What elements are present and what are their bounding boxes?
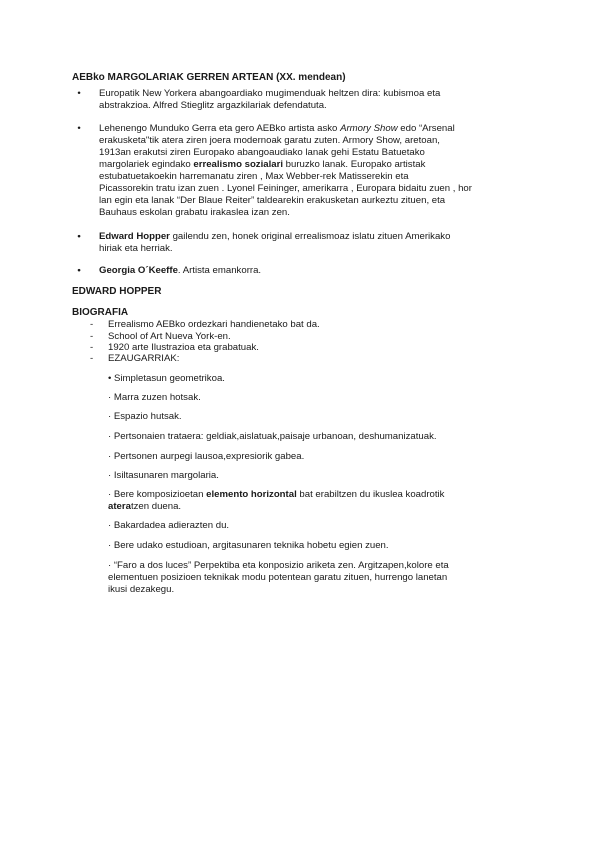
- text-span: buruzko lanak. Europako artistak: [283, 159, 426, 170]
- feature-item: · Isiltasunaren margolaria.: [108, 470, 219, 481]
- bio-item: School of Art Nueva York-en.: [108, 331, 231, 342]
- main-heading: AEBko MARGOLARIAK GERREN ARTEAN (XX. mendean): [72, 72, 346, 83]
- text-line: lan egin eta lanak “Der Blaue Reiter” taldearekin erakusketan aurkeztu zituen, eta: [99, 195, 446, 206]
- feature-item: · Espazio hutsak.: [108, 411, 182, 422]
- feature-item: · Bere udako estudioan, argitasunaren teknika hobetu egien zuen.: [108, 540, 389, 551]
- text-line: ikusi dezakegu.: [108, 584, 175, 595]
- text-span: Lehenengo Munduko Gerra eta gero AEBko artista asko: [99, 123, 341, 134]
- bold-name: Georgia O´Keeffe: [99, 265, 178, 276]
- text-line: [99, 231, 450, 243]
- intro-bullet-text: [99, 88, 440, 112]
- bold-name: Edward Hopper: [99, 231, 170, 242]
- feature-item: · Marra zuzen hotsak.: [108, 392, 201, 403]
- text-line: Bauhaus eskolan grabatu irakaslea izan zen.: [99, 207, 290, 218]
- text-line: [99, 159, 472, 171]
- feature-item: · Pertsonaien trataera: geldiak,aislatuak,paisaje urbanoan, deshumanizatuak.: [108, 431, 437, 442]
- text-line: estubatuetakoekin harremanatu ziren , Max Webber-rek Matisserekin eta: [99, 171, 409, 182]
- text-span: margolariek egindako: [99, 159, 194, 170]
- feature-item: [108, 489, 444, 513]
- bullet-marker: •: [77, 265, 81, 276]
- bullet-marker: •: [77, 88, 81, 99]
- text-line: [108, 501, 444, 513]
- text-span: bat erabiltzen du ikuslea koadrotik: [296, 489, 445, 500]
- text-line: · “Faro a dos luces” Perpektiba eta konposizio ariketa zen. Argitzapen,kolore eta: [108, 560, 449, 571]
- bio-item: EZAUGARRIAK:: [108, 353, 180, 364]
- feature-item: · Pertsonen aurpegi lausoa,expresiorik gabea.: [108, 451, 305, 462]
- bold-term: atera: [108, 501, 131, 512]
- text-line: hiriak eta herriak.: [99, 243, 173, 254]
- text-span: · Bere komposizioetan: [108, 489, 207, 500]
- text-line: Europatik New Yorkera abangoardiako mugimenduak heltzen dira: kubismoa eta: [99, 88, 441, 99]
- dash-marker: -: [90, 331, 94, 342]
- text-line: 1913an erakutsi ziren Europako abangoaudiako lanak gehi Estatu Batuetako: [99, 147, 425, 158]
- bold-term: elemento horizontal: [206, 489, 297, 500]
- bold-term: errealismo sozialari: [193, 159, 283, 170]
- section-heading-hopper: EDWARD HOPPER: [72, 286, 162, 297]
- bio-item: Errealismo AEBko ordezkari handienetako bat da.: [108, 319, 320, 330]
- bullet-marker: •: [77, 231, 81, 242]
- armory-show-emphasis: Armory Show: [340, 123, 398, 134]
- text-line: abstrakzioa. Alfred Stieglitz argazkilariak defendatuta.: [99, 100, 327, 111]
- text-line: erakusketa"tik atera ziren joera modernoak garatu zuten. Armory Show, aretoan,: [99, 135, 440, 146]
- text-line: [108, 489, 444, 501]
- hopper-bullet-text: [99, 231, 450, 255]
- armory-bullet-text: [99, 123, 472, 219]
- section-heading-biografia: BIOGRAFIA: [72, 307, 129, 318]
- bio-item: 1920 arte Ilustrazioa eta grabatuak.: [108, 342, 259, 353]
- text-span: tzen duena.: [130, 501, 182, 512]
- feature-item: • Simpletasun geometrikoa.: [108, 373, 225, 384]
- text-span: . Artista emankorra.: [177, 265, 262, 276]
- feature-item: [108, 560, 449, 596]
- dash-marker: -: [90, 342, 94, 353]
- feature-item: · Bakardadea adierazten du.: [108, 520, 230, 531]
- dash-marker: -: [90, 353, 94, 364]
- text-line: [99, 265, 261, 277]
- okeeffe-bullet-text: [99, 265, 261, 277]
- bullet-marker: •: [77, 123, 81, 134]
- text-span: edo “Arsenal: [397, 123, 455, 134]
- text-line: Picassorekin tratu izan zuen . Lyonel Feininger, amerikarra , Europara bidaitu zuen , hor: [99, 183, 472, 194]
- dash-marker: -: [90, 319, 94, 330]
- text-span: gailendu zen, honek original errealismoaz islatu zituen Amerikako: [169, 231, 451, 242]
- text-line: [99, 123, 472, 135]
- text-line: elementuen posizioen teknikak modu potentean garatu zituen, hurrengo lanetan: [108, 572, 448, 583]
